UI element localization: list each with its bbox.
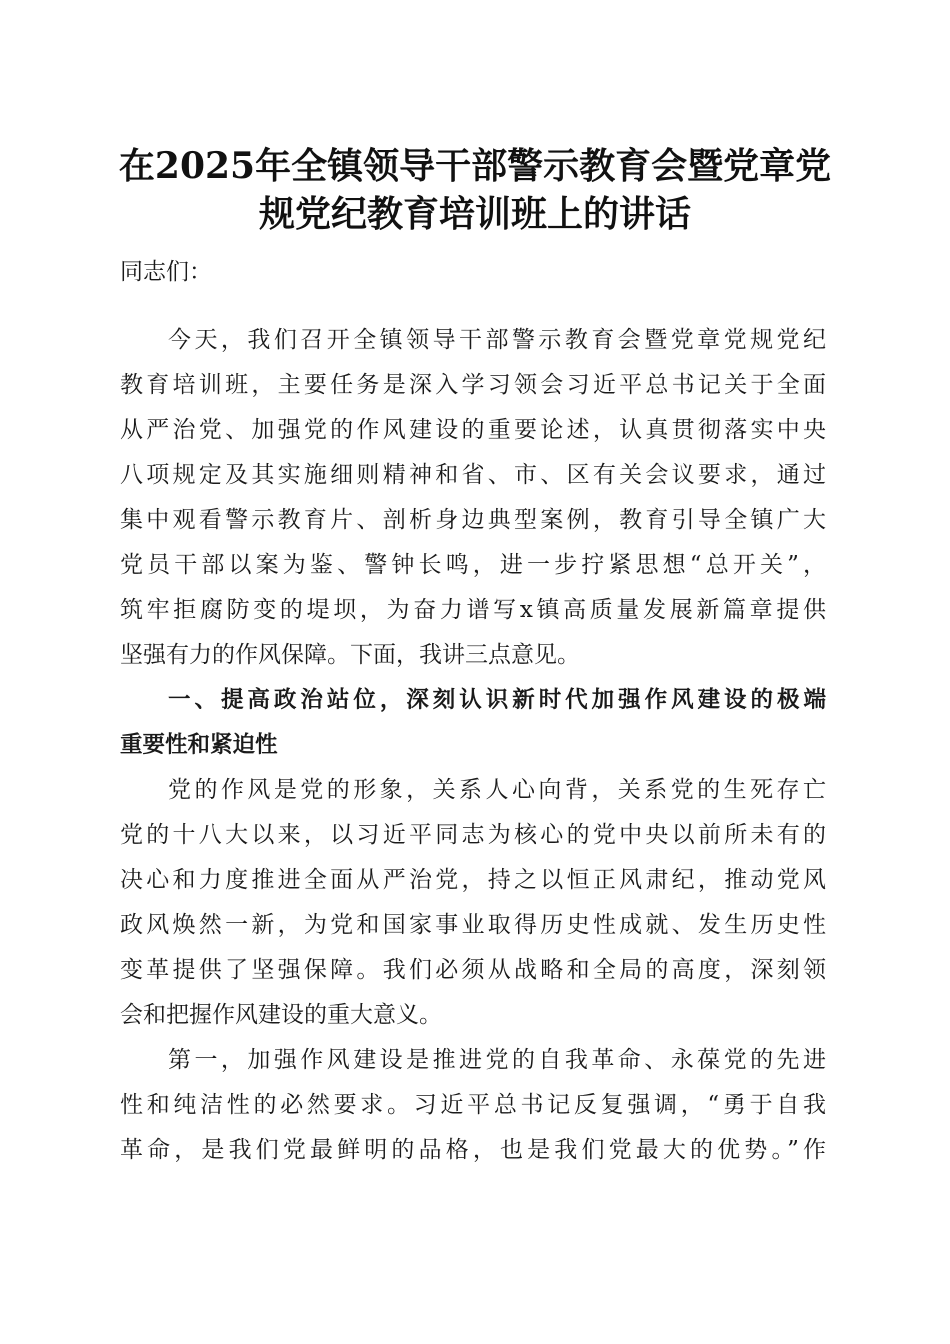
intro-line: 党员干部以案为鉴、警钟长鸣，进一步拧紧思想“总开关”， bbox=[120, 552, 826, 578]
paragraph-line: 党的作风是党的形象，关系人心向背，关系党的生死存亡 bbox=[168, 777, 826, 803]
paragraph-line: 变革提供了坚强保障。我们必须从战略和全局的高度，深刻领 bbox=[120, 957, 826, 983]
intro-line: 八项规定及其实施细则精神和省、市、区有关会议要求，通过 bbox=[120, 462, 826, 488]
salutation: 同志们： bbox=[120, 259, 212, 285]
paragraph-line: 革命，是我们党最鲜明的品格，也是我们党最大的优势。”作 bbox=[120, 1137, 826, 1163]
paragraph-line: 党的十八大以来，以习近平同志为核心的党中央以前所未有的 bbox=[120, 822, 826, 848]
document-title-line-2: 规党纪教育培训班上的讲话 bbox=[258, 193, 691, 235]
intro-line: 坚强有力的作风保障。下面，我讲三点意见。 bbox=[120, 642, 580, 668]
paragraph-line: 第一，加强作风建设是推进党的自我革命、永葆党的先进 bbox=[168, 1047, 826, 1073]
section-heading-line: 重要性和紧迫性 bbox=[120, 732, 278, 758]
paragraph-line: 会和把握作风建设的重大意义。 bbox=[120, 1002, 442, 1028]
intro-line: 教育培训班，主要任务是深入学习领会习近平总书记关于全面 bbox=[120, 372, 826, 398]
paragraph-line: 决心和力度推进全面从严治党，持之以恒正风肃纪，推动党风 bbox=[120, 867, 826, 893]
paragraph-line: 性和纯洁性的必然要求。习近平总书记反复强调，“勇于自我 bbox=[120, 1092, 826, 1118]
document-title-line-1: 在2025年全镇领导干部警示教育会暨党章党 bbox=[118, 145, 832, 187]
paragraph-line: 政风焕然一新，为党和国家事业取得历史性成就、发生历史性 bbox=[120, 912, 826, 938]
section-heading-line: 一、提高政治站位，深刻认识新时代加强作风建设的极端 bbox=[168, 687, 826, 713]
intro-line: 从严治党、加强党的作风建设的重要论述，认真贯彻落实中央 bbox=[120, 417, 826, 443]
intro-line: 今天，我们召开全镇领导干部警示教育会暨党章党规党纪 bbox=[168, 327, 826, 353]
intro-line: 集中观看警示教育片、剖析身边典型案例，教育引导全镇广大 bbox=[120, 507, 826, 533]
intro-line: 筑牢拒腐防变的堤坝，为奋力谱写x镇高质量发展新篇章提供 bbox=[120, 597, 826, 623]
